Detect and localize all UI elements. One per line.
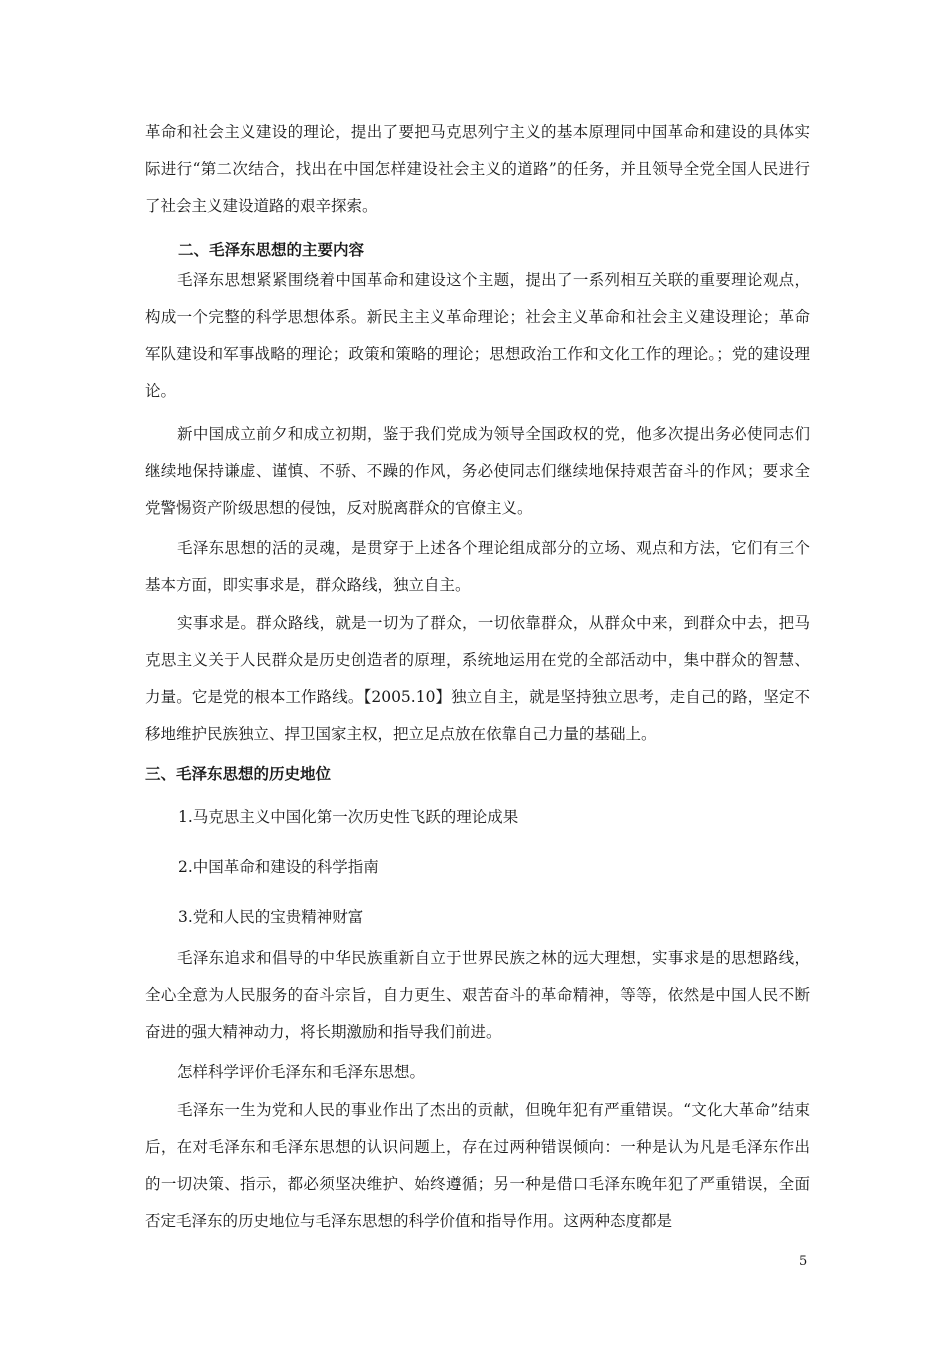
paragraph-spiritual-force: 毛泽东追求和倡导的中华民族重新自立于世界民族之林的远大理想，实事求是的思想路线，全心全意为人民服务的奋斗宗旨，自力更生、艰苦奋斗的革命精神，等等，依然是中国人民不断奋进的强大精神动力，将长期激励和指导我们前进。 <box>145 949 810 1041</box>
section-heading-main-content: 二、毛泽东思想的主要内容 <box>178 241 365 259</box>
list-item: 3.党和人民的宝贵精神财富 <box>178 908 364 926</box>
paragraph-theory-system: 毛泽东思想紧紧围绕着中国革命和建设这个主题，提出了一系列相互关联的重要理论观点，构成一个完整的科学思想体系。新民主主义革命理论；社会主义革命和社会主义建设理论；革命军队建设和军事战略的理论；政策和策略的理论；思想政治工作和文化工作的理论。；党的建设理论。 <box>145 271 810 400</box>
paragraph-three-aspects: 实事求是。群众路线，就是一切为了群众，一切依靠群众，从群众中来，到群众中去，把马克思主义关于人民群众是历史创造者的原理，系统地运用在党的全部活动中，集中群众的智慧、力量。它是党的根本工作路线。【2005.10】独立自主，就是坚持独立思考，走自己的路，坚定不移地维护民族独立、捍卫国家主权，把立足点放在依靠自己力量的基础上。 <box>145 614 810 743</box>
paragraph-evaluation: 毛泽东一生为党和人民的事业作出了杰出的贡献，但晚年犯有严重错误。“文化大革命”结束后，在对毛泽东和毛泽东思想的认识问题上，存在过两种错误倾向：一种是认为凡是毛泽东作出的一切决策、指示，都必须坚决维护、始终遵循；另一种是借口毛泽东晚年犯了严重错误，全面否定毛泽东的历史地位与毛泽东思想的科学价值和指导作用。这两种态度都是 <box>145 1101 810 1230</box>
section-heading-historical-status: 三、毛泽东思想的历史地位 <box>145 765 332 783</box>
paragraph-party-style: 新中国成立前夕和成立初期，鉴于我们党成为领导全国政权的党，他多次提出务必使同志们继续地保持谦虚、谨慎、不骄、不躁的作风，务必使同志们继续地保持艰苦奋斗的作风；要求全党警惕资产阶级思想的侵蚀，反对脱离群众的官僚主义。 <box>145 425 810 517</box>
paragraph-living-soul: 毛泽东思想的活的灵魂，是贯穿于上述各个理论组成部分的立场、观点和方法，它们有三个基本方面，即实事求是，群众路线，独立自主。 <box>145 539 810 594</box>
list-item: 2.中国革命和建设的科学指南 <box>178 858 379 876</box>
list-item: 1.马克思主义中国化第一次历史性飞跃的理论成果 <box>178 808 519 826</box>
paragraph-evaluation-question: 怎样科学评价毛泽东和毛泽东思想。 <box>177 1063 426 1081</box>
page-number: 5 <box>799 1254 808 1269</box>
paragraph-continuation: 革命和社会主义建设的理论，提出了要把马克思列宁主义的基本原理同中国革命和建设的具体实际进行“第二次结合，找出在中国怎样建设社会主义的道路”的任务，并且领导全党全国人民进行了社会主义建设道路的艰辛探索。 <box>145 123 810 215</box>
